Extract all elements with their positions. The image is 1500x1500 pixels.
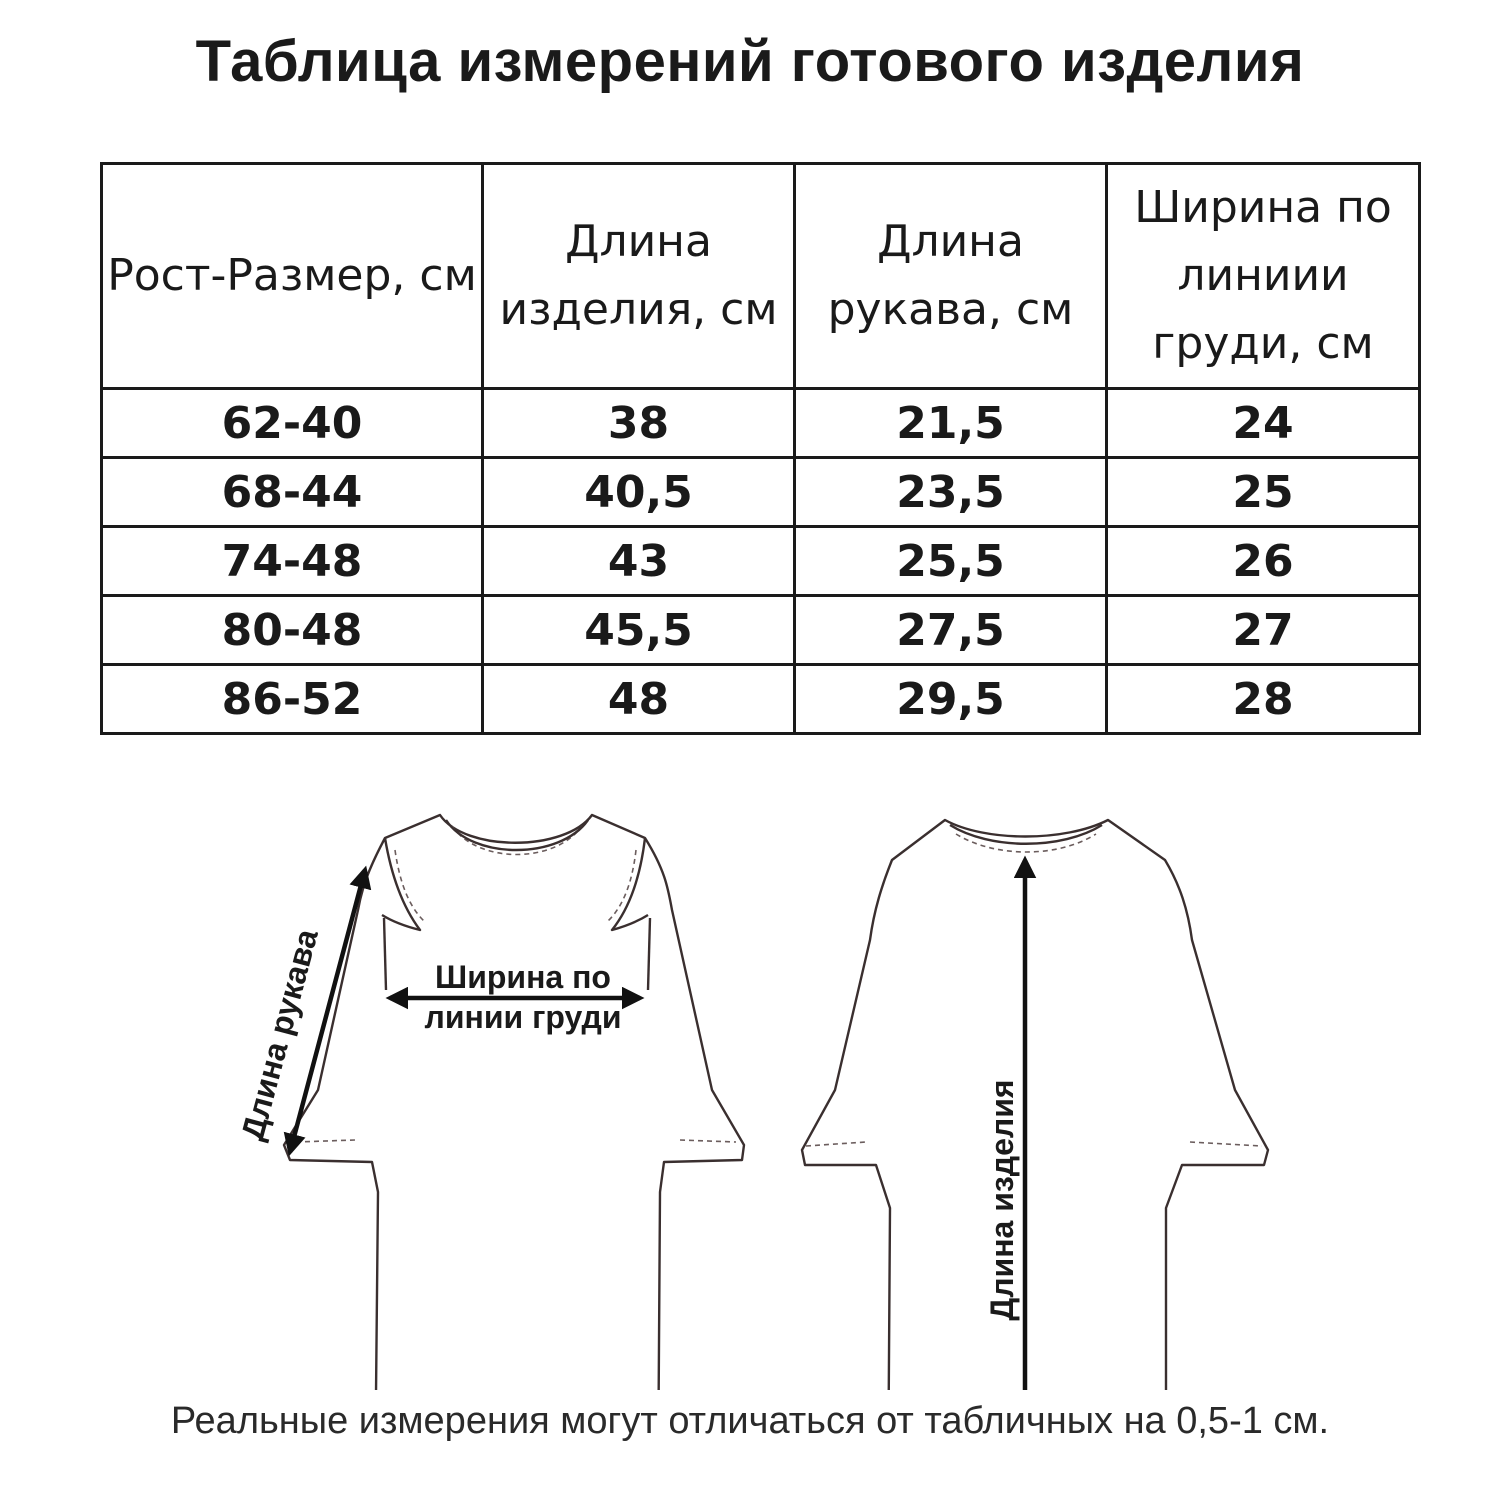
cell-size: 62-40 — [102, 389, 483, 458]
table-header-row — [102, 164, 1420, 389]
cell-size: 86-52 — [102, 665, 483, 734]
cell-size: 80-48 — [102, 596, 483, 665]
table-row — [102, 527, 1420, 596]
cell-chest: 25 — [1107, 458, 1420, 527]
header-height-size: Рост-Размер, см — [102, 164, 483, 389]
chest-width-label-line2: линии груди — [424, 999, 622, 1035]
cell-sleeve: 25,5 — [795, 527, 1107, 596]
table-row — [102, 665, 1420, 734]
cell-chest: 28 — [1107, 665, 1420, 734]
cell-length: 40,5 — [483, 458, 795, 527]
cell-length: 48 — [483, 665, 795, 734]
bodysuit-diagram — [0, 790, 1500, 1390]
cell-chest: 27 — [1107, 596, 1420, 665]
header-sleeve-length: Длина рукава, см — [795, 164, 1107, 389]
sleeve-length-label: Длина рукава — [233, 925, 325, 1144]
cell-sleeve: 29,5 — [795, 665, 1107, 734]
cell-sleeve: 27,5 — [795, 596, 1107, 665]
table-row — [102, 596, 1420, 665]
cell-sleeve: 23,5 — [795, 458, 1107, 527]
cell-size: 68-44 — [102, 458, 483, 527]
cell-chest: 24 — [1107, 389, 1420, 458]
bodysuit-front-drawing — [284, 815, 744, 1390]
table-row — [102, 458, 1420, 527]
bodysuit-back-drawing — [802, 820, 1268, 1390]
cell-length: 43 — [483, 527, 795, 596]
header-garment-length: Длина изделия, см — [483, 164, 795, 389]
chest-width-label-line1: Ширина по — [435, 959, 611, 995]
cell-size: 74-48 — [102, 527, 483, 596]
header-chest-width: Ширина по линиии груди, см — [1107, 164, 1420, 389]
cell-chest: 26 — [1107, 527, 1420, 596]
page-title: Таблица измерений готового изделия — [195, 29, 1305, 94]
cell-length: 38 — [483, 389, 795, 458]
table-row — [102, 389, 1420, 458]
size-table — [100, 162, 1421, 735]
garment-length-label: Длина изделия — [984, 1079, 1020, 1321]
cell-sleeve: 21,5 — [795, 389, 1107, 458]
footnote: Реальные измерения могут отличаться от табличных на 0,5-1 см. — [170, 1400, 1330, 1442]
cell-length: 45,5 — [483, 596, 795, 665]
